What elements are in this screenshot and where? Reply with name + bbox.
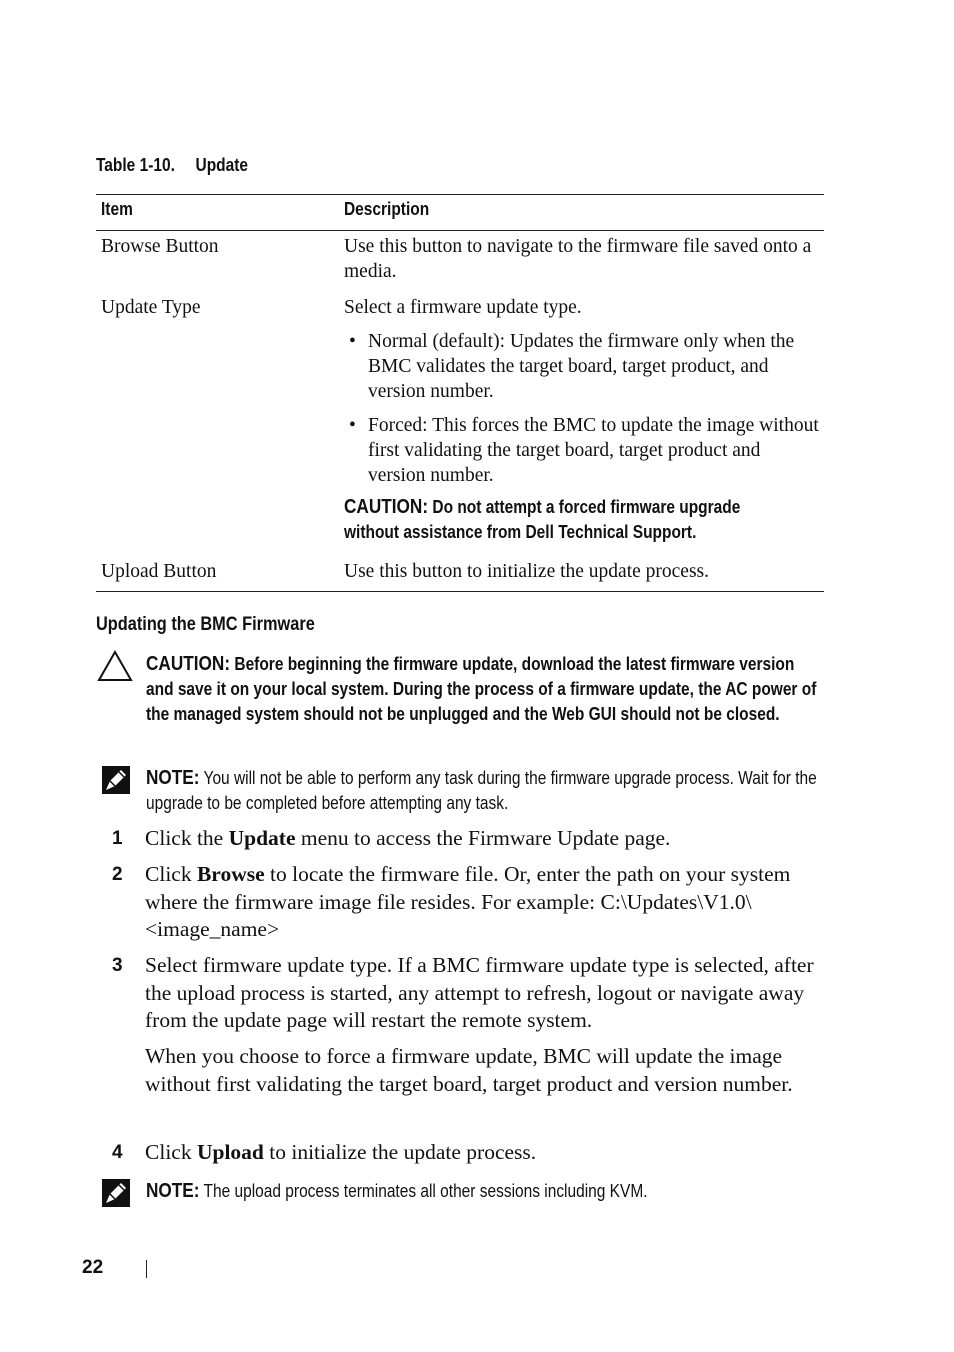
step-1-number: 1 bbox=[112, 828, 123, 849]
table-caption bbox=[96, 155, 248, 176]
bullet-forced-text: Forced: This forces the BMC to update the image without first validating the target board, target product and version number. bbox=[368, 415, 819, 486]
step-4-pre: Click bbox=[145, 1140, 197, 1164]
row-update-type-description: Select a firmware update type. bbox=[344, 297, 582, 318]
caution-notice bbox=[146, 652, 825, 727]
row-browse-item: Browse Button bbox=[101, 236, 219, 257]
step-2-text bbox=[145, 861, 830, 944]
caution-triangle-icon bbox=[97, 650, 133, 687]
bullet-normal bbox=[349, 329, 819, 404]
table-caution-label: CAUTION: bbox=[344, 496, 429, 518]
note-1 bbox=[146, 766, 825, 816]
table-caution bbox=[344, 495, 791, 545]
note-pencil-icon bbox=[101, 765, 131, 800]
table-caution-text: Do not attempt a forced firmware upgrade without assistance from Dell Technical Support. bbox=[344, 497, 741, 542]
bullet-dot: • bbox=[349, 415, 356, 436]
page-number: 22 bbox=[82, 1257, 104, 1278]
row-update-type-item: Update Type bbox=[101, 297, 201, 318]
step-4-bold-upload: Upload bbox=[196, 1140, 264, 1164]
step-3-number: 3 bbox=[112, 955, 123, 976]
note-pencil-icon bbox=[101, 1178, 131, 1213]
footer-divider bbox=[146, 1260, 147, 1278]
table-header-rule bbox=[96, 230, 824, 231]
step-4-post: to initialize the update process. bbox=[263, 1140, 537, 1164]
row-upload-item: Upload Button bbox=[101, 561, 217, 582]
step-3-text: Select firmware update type. If a BMC firmware update type is selected, after the upload process is started, any attempt to refresh, logout or navigate away from the update page will restart the remote system. bbox=[145, 953, 814, 1032]
row-upload-description: Use this button to initialize the update process. bbox=[344, 561, 710, 582]
step-2-bold-browse: Browse bbox=[196, 862, 265, 886]
step-2-number: 2 bbox=[112, 864, 123, 885]
note-1-text: You will not be able to perform any task during the firmware upgrade process. Wait for the upgrade to be completed before attempting any task. bbox=[146, 768, 817, 813]
row-browse-description: Use this button to navigate to the firmware file saved onto a media. bbox=[344, 236, 812, 282]
step-2-pre: Click bbox=[145, 862, 197, 886]
table-caption-number: Table 1-10. bbox=[96, 155, 175, 175]
section-title: Updating the BMC Firmware bbox=[96, 614, 315, 635]
step-4-number: 4 bbox=[112, 1142, 123, 1163]
table-top-rule bbox=[96, 194, 824, 195]
table-caption-title: Update bbox=[195, 155, 248, 175]
step-1-pre: Click the bbox=[145, 826, 229, 850]
note-2 bbox=[146, 1179, 825, 1204]
table-bottom-rule bbox=[96, 591, 824, 592]
note-1-label: NOTE: bbox=[146, 767, 200, 789]
caution-text: Before beginning the firmware update, download the latest firmware version and save it on your local system. During the process of a firmware update, the AC power of the managed system should not be unplugged and the Web GUI should not be closed. bbox=[146, 654, 817, 724]
bullet-normal-text: Normal (default): Updates the firmware only when the BMC validates the target board, target product, and version number. bbox=[368, 331, 795, 402]
step-4-text bbox=[145, 1139, 825, 1167]
step-2-post: to locate the firmware file. Or, enter the path on your system where the firmware image file resides. For example: C:\Updates\V1.0\<image_name> bbox=[145, 862, 791, 941]
step-1-text bbox=[145, 825, 825, 853]
header-description: Description bbox=[344, 199, 430, 219]
bullet-dot: • bbox=[349, 331, 356, 352]
header-item: Item bbox=[101, 199, 133, 219]
step-1-post: menu to access the Firmware Update page. bbox=[295, 826, 671, 850]
note-2-label: NOTE: bbox=[146, 1180, 200, 1202]
step-1-bold-update: Update bbox=[228, 826, 296, 850]
note-2-text: The upload process terminates all other sessions including KVM. bbox=[203, 1181, 648, 1201]
step-3-extra: When you choose to force a firmware update, BMC will update the image without first validating the target board, target product and version number. bbox=[145, 1044, 793, 1096]
caution-label: CAUTION: bbox=[146, 653, 231, 675]
bullet-forced bbox=[349, 413, 819, 488]
